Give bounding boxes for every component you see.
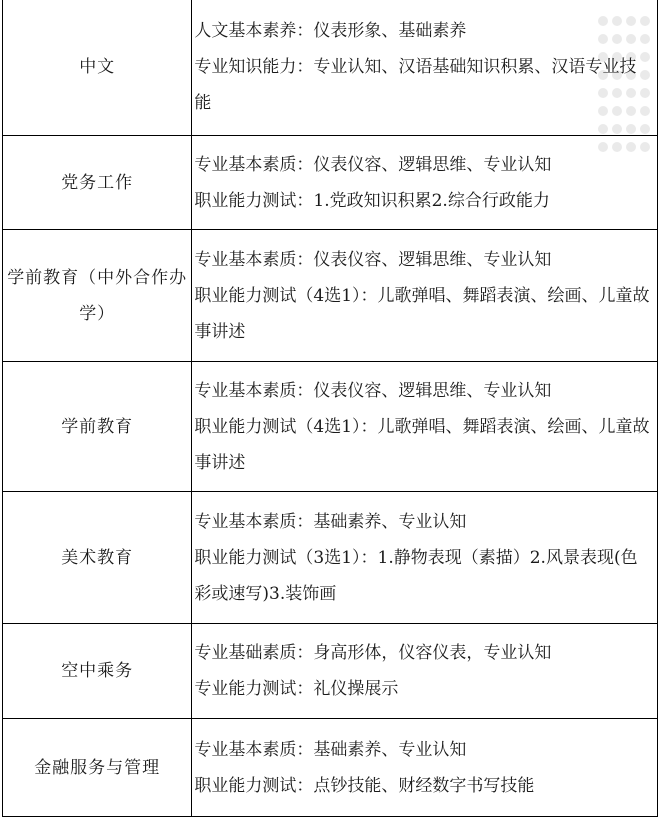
- requirement-line: 职业能力测试（4选1）：儿歌弹唱、舞蹈表演、绘画、儿童故事讲述: [194, 285, 650, 342]
- requirement-line: 职业能力测试：1.党政知识积累2.综合行政能力: [194, 190, 550, 211]
- requirements-cell: [192, 492, 658, 624]
- requirement-line: 专业基本素质：基础素养、专业认知: [194, 739, 467, 760]
- major-name-cell: 学前教育: [3, 362, 192, 492]
- major-name-cell: 中文: [3, 0, 192, 136]
- table-row: [3, 230, 658, 362]
- table-row: [3, 136, 658, 230]
- admission-requirements-table: [2, 0, 658, 817]
- requirement-line: 专业能力测试：礼仪操展示: [194, 679, 399, 699]
- major-name-cell: 金融服务与管理: [3, 719, 192, 817]
- requirements-cell: [192, 230, 658, 362]
- requirement-line: 专业知识能力：专业认知、汉语基础知识积累、汉语专业技能: [194, 57, 637, 113]
- table-row: [3, 0, 658, 136]
- requirements-cell: [192, 362, 658, 492]
- major-name-cell: 空中乘务: [3, 624, 192, 719]
- requirement-line: 专业基本素质：仪表仪容、逻辑思维、专业认知: [194, 380, 552, 401]
- major-name-cell: 美术教育: [3, 492, 192, 624]
- requirement-line: 专业基本素质：仪表仪容、逻辑思维、专业认知: [194, 154, 552, 175]
- requirements-cell: [192, 0, 658, 136]
- requirements-cell: [192, 624, 658, 719]
- table-row: [3, 624, 658, 719]
- major-name-cell: 党务工作: [3, 136, 192, 230]
- requirement-line: 专业基础素质：身高形体，仪容仪表，专业认知: [194, 643, 552, 663]
- requirement-line: 职业能力测试（3选1）：1.静物表现（素描）2.风景表现(色彩或速写)3.装饰画: [194, 547, 638, 604]
- table-row: [3, 719, 658, 817]
- requirement-line: 职业能力测试（4选1）：儿歌弹唱、舞蹈表演、绘画、儿童故事讲述: [194, 416, 650, 473]
- requirement-line: 职业能力测试：点钞技能、财经数字书写技能: [194, 775, 535, 796]
- table-row: [3, 362, 658, 492]
- major-name-cell: 学前教育（中外合作办学）: [3, 230, 192, 362]
- requirements-cell: [192, 719, 658, 817]
- table-row: [3, 492, 658, 624]
- requirements-cell: [192, 136, 658, 230]
- requirement-line: 专业基本素质：基础素养、专业认知: [194, 511, 467, 532]
- requirement-line: 人文基本素养：仪表形象、基础素养: [194, 21, 467, 41]
- requirement-line: 专业基本素质：仪表仪容、逻辑思维、专业认知: [194, 249, 552, 270]
